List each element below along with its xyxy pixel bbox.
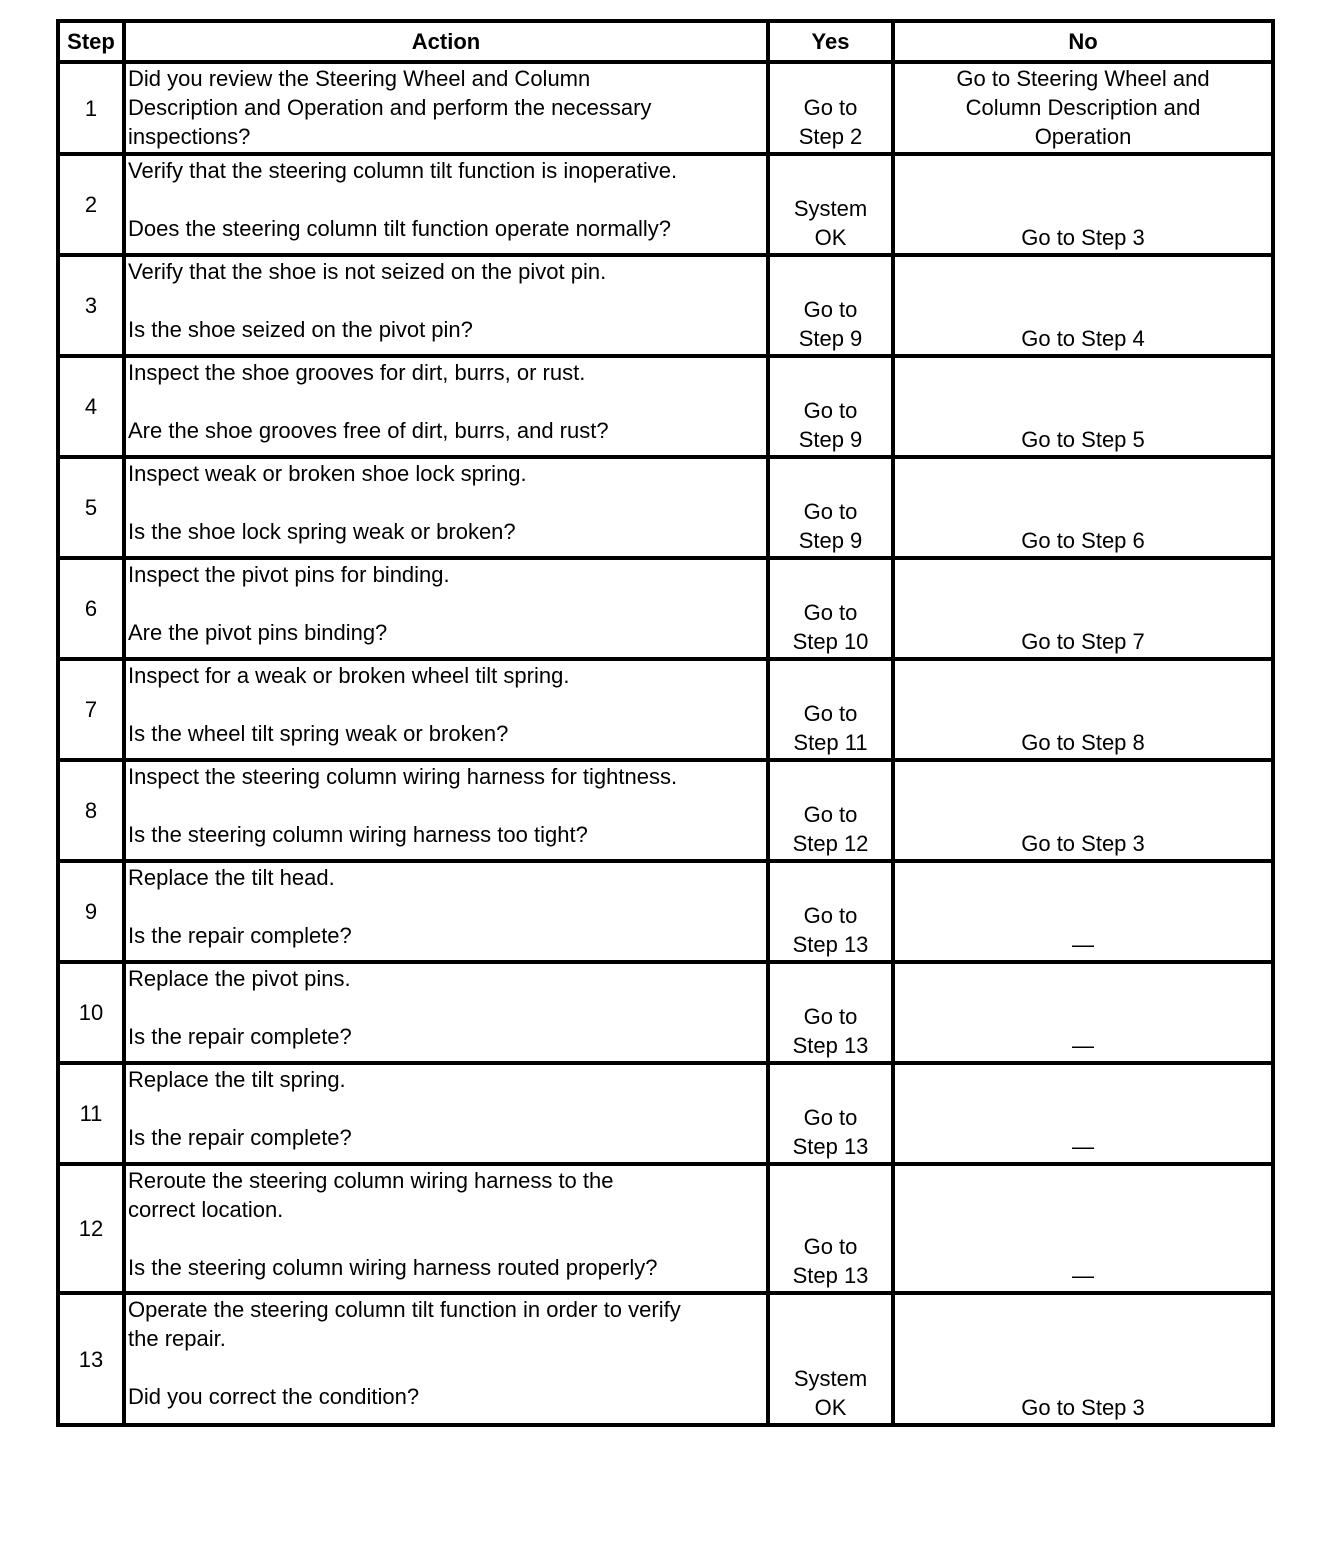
cell-action: Verify that the steering column tilt function is inoperative. Does the steering column tilt function operate normally? — [124, 154, 768, 255]
cell-step: 3 — [58, 255, 124, 356]
cell-yes: System OK — [768, 1293, 893, 1425]
cell-yes: Go to Step 13 — [768, 861, 893, 962]
cell-yes: Go to Step 13 — [768, 962, 893, 1063]
cell-no: Go to Step 7 — [893, 558, 1273, 659]
table-row — [58, 1164, 1273, 1293]
cell-action: Inspect the shoe grooves for dirt, burrs, or rust. Are the shoe grooves free of dirt, burrs, and rust? — [124, 356, 768, 457]
cell-no: Go to Steering Wheel and Column Description and Operation — [893, 62, 1273, 154]
cell-action: Inspect weak or broken shoe lock spring. Is the shoe lock spring weak or broken? — [124, 457, 768, 558]
header-step: Step — [58, 21, 124, 62]
cell-step: 8 — [58, 760, 124, 861]
cell-step: 12 — [58, 1164, 124, 1293]
cell-yes: Go to Step 11 — [768, 659, 893, 760]
cell-no: — — [893, 962, 1273, 1063]
cell-yes: Go to Step 13 — [768, 1063, 893, 1164]
header-row — [58, 21, 1273, 62]
cell-step: 6 — [58, 558, 124, 659]
cell-step: 10 — [58, 962, 124, 1063]
cell-action: Replace the tilt head. Is the repair complete? — [124, 861, 768, 962]
cell-action: Verify that the shoe is not seized on the pivot pin. Is the shoe seized on the pivot pin? — [124, 255, 768, 356]
cell-no: Go to Step 5 — [893, 356, 1273, 457]
cell-action: Reroute the steering column wiring harness to the correct location. Is the steering column wiring harness routed properly? — [124, 1164, 768, 1293]
cell-step: 9 — [58, 861, 124, 962]
diagnostic-table — [56, 19, 1275, 1427]
cell-action: Did you review the Steering Wheel and Column Description and Operation and perform the necessary inspections? — [124, 62, 768, 154]
header-action: Action — [124, 21, 768, 62]
table-row — [58, 457, 1273, 558]
cell-step: 4 — [58, 356, 124, 457]
cell-no: Go to Step 8 — [893, 659, 1273, 760]
table-row — [58, 1063, 1273, 1164]
cell-yes: Go to Step 9 — [768, 255, 893, 356]
table-row — [58, 255, 1273, 356]
cell-no: — — [893, 861, 1273, 962]
table-row — [58, 558, 1273, 659]
cell-yes: System OK — [768, 154, 893, 255]
cell-no: Go to Step 3 — [893, 1293, 1273, 1425]
cell-action: Inspect the steering column wiring harness for tightness. Is the steering column wiring harness too tight? — [124, 760, 768, 861]
table-row — [58, 659, 1273, 760]
cell-no: Go to Step 6 — [893, 457, 1273, 558]
cell-action: Replace the tilt spring. Is the repair complete? — [124, 1063, 768, 1164]
cell-action: Inspect the pivot pins for binding. Are the pivot pins binding? — [124, 558, 768, 659]
table-row — [58, 356, 1273, 457]
table-row — [58, 154, 1273, 255]
table-row — [58, 962, 1273, 1063]
cell-step: 1 — [58, 62, 124, 154]
table-row — [58, 861, 1273, 962]
cell-action: Inspect for a weak or broken wheel tilt spring. Is the wheel tilt spring weak or broken? — [124, 659, 768, 760]
header-yes: Yes — [768, 21, 893, 62]
cell-no: Go to Step 3 — [893, 154, 1273, 255]
cell-yes: Go to Step 13 — [768, 1164, 893, 1293]
cell-yes: Go to Step 2 — [768, 62, 893, 154]
cell-yes: Go to Step 10 — [768, 558, 893, 659]
cell-step: 7 — [58, 659, 124, 760]
table-row — [58, 760, 1273, 861]
cell-no: Go to Step 3 — [893, 760, 1273, 861]
cell-yes: Go to Step 12 — [768, 760, 893, 861]
table-body — [58, 62, 1273, 1425]
cell-no: Go to Step 4 — [893, 255, 1273, 356]
cell-yes: Go to Step 9 — [768, 356, 893, 457]
cell-step: 11 — [58, 1063, 124, 1164]
header-no: No — [893, 21, 1273, 62]
table-row — [58, 1293, 1273, 1425]
cell-step: 5 — [58, 457, 124, 558]
cell-step: 2 — [58, 154, 124, 255]
cell-no: — — [893, 1063, 1273, 1164]
cell-step: 13 — [58, 1293, 124, 1425]
cell-action: Operate the steering column tilt function in order to verify the repair. Did you correct the condition? — [124, 1293, 768, 1425]
table-row — [58, 62, 1273, 154]
cell-action: Replace the pivot pins. Is the repair complete? — [124, 962, 768, 1063]
cell-no: — — [893, 1164, 1273, 1293]
cell-yes: Go to Step 9 — [768, 457, 893, 558]
